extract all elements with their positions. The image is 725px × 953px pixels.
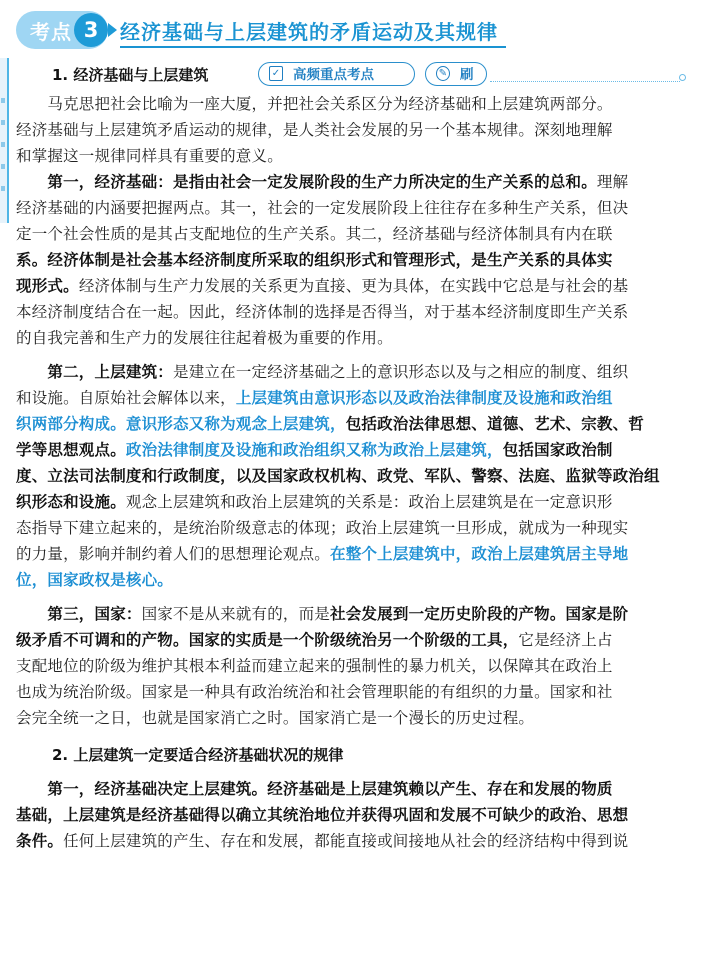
text-line: 基础，上层建筑是经济基础得以确立其统治地位并获得巩固和发展不可缺少的政治、思想 (16, 806, 629, 824)
text-line: 经济基础与上层建筑矛盾运动的规律，是人类社会发展的另一个基本规律。深刻地理解 (16, 121, 613, 139)
text-line: 位，国家政权是核心。 (16, 571, 174, 589)
topic-label: 考点 (30, 20, 72, 44)
text-line: 也成为统治阶级。国家是一种具有政治统治和社会管理职能的有组织的力量。国家和社 (16, 683, 613, 701)
badge-label: 高频重点考点 (293, 67, 374, 83)
text-line: 第三，国家：国家不是从来就有的，而是社会发展到一定历史阶段的产物。国家是阶 (16, 605, 629, 623)
practice-badge (425, 62, 487, 86)
text-line: 织形态和设施。观念上层建筑和政治上层建筑的关系是：政治上层建筑是在一定意识形 (16, 493, 613, 511)
text-line: 支配地位的阶级为维护其根本利益而建立起来的强制性的暴力机关，以保障其在政治上 (16, 657, 613, 675)
section-heading-2: 2. 上层建筑一定要适合经济基础状况的规律 (52, 746, 344, 764)
edge-tab (0, 58, 9, 223)
title-underline (120, 46, 506, 48)
text-line: 度、立法司法制度和行政制度，以及国家政权机构、政党、军队、警察、法庭、监狱等政治组 (16, 467, 660, 485)
text-line: 第二，上层建筑：是建立在一定经济基础之上的意识形态以及与之相应的制度、组织 (16, 363, 629, 381)
text-line: 态指导下建立起来的，是统治阶级意志的体现；政治上层建筑一旦形成，就成为一种现实 (16, 519, 629, 537)
text-line: 会完全统一之日，也就是国家消亡之时。国家消亡是一个漫长的历史过程。 (16, 709, 535, 727)
text-line: 和设施。自原始社会解体以来，上层建筑由意识形态以及政治法律制度及设施和政治组 (16, 389, 613, 407)
text-line: 和掌握这一规律同样具有重要的意义。 (16, 147, 283, 165)
text-line: 定一个社会性质的是其占支配地位的生产关系。其二，经济基础与经济体制具有内在联 (16, 225, 613, 243)
circle-icon (679, 74, 686, 81)
pen-icon: ✎ (436, 66, 450, 81)
text-line: 第一，经济基础决定上层建筑。经济基础是上层建筑赖以产生、存在和发展的物质 (16, 780, 613, 798)
topic-number: 3 (74, 13, 108, 47)
badge2-label: 刷 (460, 67, 474, 83)
topic-title: 经济基础与上层建筑的矛盾运动及其规律 (120, 20, 498, 44)
text-line: 系。经济体制是社会基本经济制度所采取的组织形式和管理形式，是生产关系的具体实 (16, 251, 613, 269)
text-line: 的自我完善和生产力的发展往往起着极为重要的作用。 (16, 329, 393, 347)
dotted-rule (490, 81, 680, 82)
text-line: 马克思把社会比喻为一座大厦，并把社会关系区分为经济基础和上层建筑两部分。 (16, 95, 613, 113)
section-heading-1: 1. 经济基础与上层建筑 (52, 66, 209, 84)
text-line: 经济基础的内涵要把握两点。其一，社会的一定发展阶段上往往存在多种生产关系，但决 (16, 199, 629, 217)
text-line: 第一，经济基础：是指由社会一定发展阶段的生产力所决定的生产关系的总和。理解 (16, 173, 629, 191)
high-frequency-badge (258, 62, 415, 86)
text-line: 级矛盾不可调和的产物。国家的实质是一个阶级统治另一个阶级的工具，它是经济上占 (16, 631, 613, 649)
text-line: 织两部分构成。意识形态又称为观念上层建筑，包括政治法律思想、道德、艺术、宗教、哲 (16, 415, 645, 433)
text-line: 条件。任何上层建筑的产生、存在和发展，都能直接或间接地从社会的经济结构中得到说 (16, 832, 629, 850)
text-line: 的力量，影响并制约着人们的思想理论观点。在整个上层建筑中，政治上层建筑居主导地 (16, 545, 629, 563)
arrow-icon (108, 23, 117, 37)
checklist-icon: ✓ (269, 66, 283, 81)
topic-header (16, 8, 708, 52)
text-line: 学等思想观点。政治法律制度及设施和政治组织又称为政治上层建筑，包括国家政治制 (16, 441, 613, 459)
text-line: 本经济制度结合在一起。因此，经济体制的选择是否得当，对于基本经济制度即生产关系 (16, 303, 629, 321)
text-line: 现形式。经济体制与生产力发展的关系更为直接、更为具体，在实践中它总是与社会的基 (16, 277, 629, 295)
